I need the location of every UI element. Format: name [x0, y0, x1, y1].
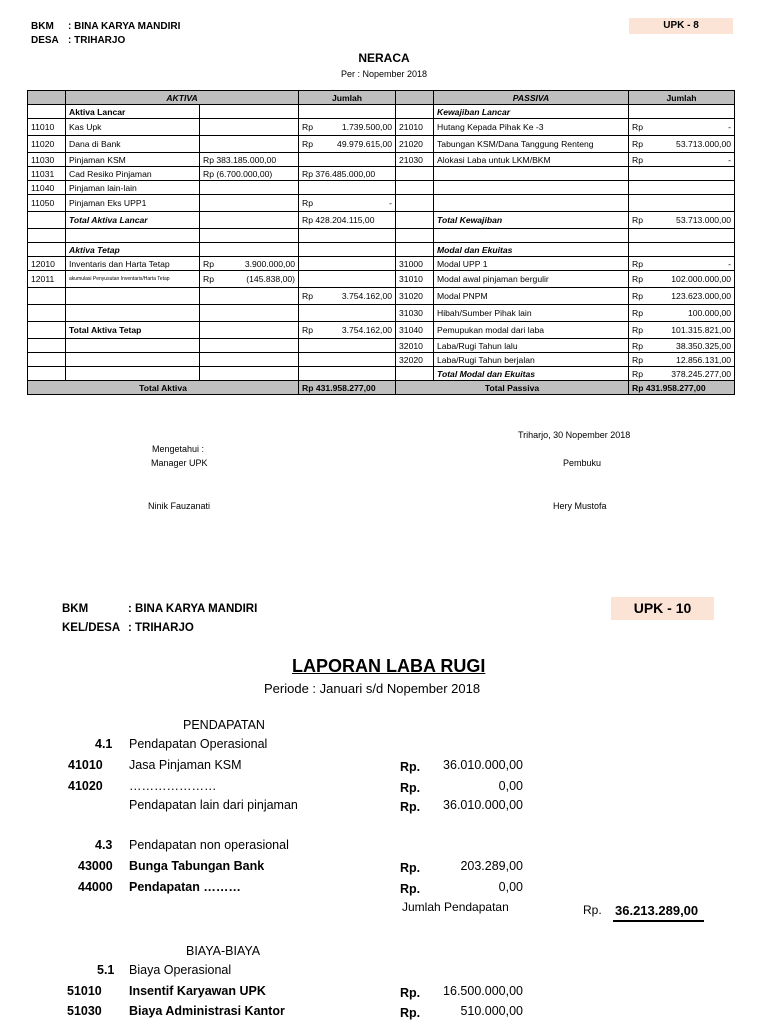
- aktiva-amount: [299, 181, 396, 195]
- aktiva-name: [66, 353, 200, 367]
- neraca-row: [28, 271, 735, 288]
- neraca-row: [28, 322, 735, 339]
- passiva-name: Modal UPP 1: [434, 257, 629, 271]
- passiva-amount: [629, 271, 735, 288]
- aktiva-code: 11030: [28, 153, 66, 167]
- aktiva-sub: [200, 257, 299, 271]
- rp-label: Rp: [302, 139, 314, 149]
- r43000-code: 43000: [78, 859, 113, 873]
- aktiva-name: [66, 305, 200, 322]
- aktiva-code: 12011: [28, 271, 66, 288]
- lr-bkm-value: : BINA KARYA MANDIRI: [128, 603, 258, 615]
- passiva-name: Alokasi Laba untuk LKM/BKM: [434, 153, 629, 167]
- aktiva-amount: [299, 367, 396, 381]
- passiva-amount-text: -: [728, 122, 732, 132]
- passiva-code: [396, 367, 434, 381]
- passiva-amount-text: 53.713.000,00: [676, 139, 732, 149]
- aktiva-code: [28, 305, 66, 322]
- passiva-name: Modal PNPM: [434, 288, 629, 305]
- rp-label: Rp: [632, 340, 644, 351]
- aktiva-amount: [299, 153, 396, 167]
- aktiva-name: [66, 367, 200, 381]
- passiva-name: Hutang Kepada Pihak Ke -3: [434, 119, 629, 136]
- passiva-amount: [629, 257, 735, 271]
- rp-label: Rp: [632, 308, 644, 318]
- aktiva-amount: Rp 376.485.000,00: [299, 167, 396, 181]
- rp-label: Rp: [302, 122, 314, 132]
- aktiva-name: Aktiva Tetap: [66, 243, 200, 257]
- passiva-amount-text: 101.315.821,00: [671, 325, 732, 335]
- g51-no: 5.1: [97, 963, 115, 977]
- total-passiva-value: Rp 431.958.277,00: [629, 381, 735, 395]
- passiva-amount: [629, 153, 735, 167]
- aktiva-name: Aktiva Lancar: [66, 105, 200, 119]
- aktiva-sub: Rp (6.700.000,00): [200, 167, 299, 181]
- r44000-code: 44000: [78, 880, 113, 894]
- aktiva-sub: [200, 229, 299, 243]
- aktiva-amount: [299, 305, 396, 322]
- total-passiva-label: Total Passiva: [396, 381, 629, 395]
- passiva-name: Tabungan KSM/Dana Tanggung Renteng: [434, 136, 629, 153]
- aktiva-code: [28, 229, 66, 243]
- g51-label: Biaya Operasional: [129, 963, 232, 977]
- aktiva-code: [28, 353, 66, 367]
- r44000-rp: Rp.: [400, 882, 421, 896]
- aktiva-code: 11020: [28, 136, 66, 153]
- aktiva-name: [66, 229, 200, 243]
- passiva-amount-text: 53.713.000,00: [676, 215, 732, 225]
- aktiva-amount: [299, 353, 396, 367]
- r41010-rp: Rp.: [400, 760, 421, 774]
- neraca-row: [28, 153, 735, 167]
- r51030-value: 510.000,00: [460, 1004, 523, 1018]
- r51010-code: 51010: [67, 984, 102, 998]
- pembuku-label: Pembuku: [563, 458, 602, 468]
- passiva-name: Hibah/Sumber Pihak lain: [434, 305, 629, 322]
- passiva-amount-text: 100.000,00: [688, 308, 732, 318]
- aktiva-sub: [200, 181, 299, 195]
- passiva-code: 31000: [396, 257, 434, 271]
- aktiva-amount: [299, 288, 396, 305]
- neraca-title: NERACA: [358, 51, 410, 65]
- passiva-amount: [629, 339, 735, 353]
- aktiva-name: Kas Upk: [66, 119, 200, 136]
- rp-label: Rp: [632, 325, 644, 335]
- passiva-code: [396, 105, 434, 119]
- aktiva-amount: [299, 119, 396, 136]
- jumlah-pendapatan-label: Jumlah Pendapatan: [402, 900, 509, 914]
- passiva-code: [396, 243, 434, 257]
- aktiva-sub: [200, 195, 299, 212]
- passiva-code: [396, 181, 434, 195]
- aktiva-code: 11050: [28, 195, 66, 212]
- rp-label: Rp: [632, 291, 644, 301]
- aktiva-sub: [200, 243, 299, 257]
- jumlah-header-left: Jumlah: [299, 91, 396, 105]
- neraca-row: [28, 353, 735, 367]
- r41020-code: 41020: [68, 779, 103, 793]
- aktiva-sub: [200, 105, 299, 119]
- aktiva-code: [28, 367, 66, 381]
- rp-label: Rp: [203, 274, 214, 284]
- aktiva-sub: [200, 339, 299, 353]
- jumlah-header-right: Jumlah: [629, 91, 735, 105]
- r51010-label: Insentif Karyawan UPK: [129, 984, 266, 998]
- rp-label: Rp: [632, 154, 644, 165]
- r41010-code: 41010: [68, 758, 103, 772]
- passiva-amount: [629, 212, 735, 229]
- neraca-desa-label: DESA: [31, 35, 59, 46]
- neraca-row: [28, 167, 735, 181]
- passiva-name: Total Modal dan Ekuitas: [434, 367, 629, 381]
- rp-label: Rp: [632, 258, 644, 269]
- aktiva-name: Pinjaman lain-lain: [66, 181, 200, 195]
- aktiva-amount: [299, 322, 396, 339]
- passiva-amount: [629, 119, 735, 136]
- total-aktiva-value: Rp 431.958.277,00: [299, 381, 396, 395]
- aktiva-name: Pinjaman Eks UPP1: [66, 195, 200, 212]
- jumlah-rp: Rp.: [583, 903, 602, 917]
- aktiva-sub: [200, 288, 299, 305]
- r41010-label: Jasa Pinjaman KSM: [129, 758, 242, 772]
- biaya-heading: BIAYA-BIAYA: [186, 944, 261, 958]
- passiva-code: 21020: [396, 136, 434, 153]
- jumlah-pendapatan-value: 36.213.289,00: [613, 903, 704, 922]
- aktiva-code: [28, 288, 66, 305]
- aktiva-amount-text: -: [389, 198, 393, 208]
- passiva-amount: [629, 181, 735, 195]
- passiva-code: 21010: [396, 119, 434, 136]
- aktiva-sub: [200, 271, 299, 288]
- passiva-amount: [629, 367, 735, 381]
- passiva-code: 31030: [396, 305, 434, 322]
- passiva-code: 31040: [396, 322, 434, 339]
- r51010-value: 16.500.000,00: [443, 984, 523, 998]
- passiva-name: [434, 195, 629, 212]
- lr-bkm-label: BKM: [62, 603, 89, 615]
- passiva-amount-text: 102.000.000,00: [671, 274, 732, 284]
- aktiva-sub-text: (145.838,00): [246, 274, 296, 284]
- rp-label: Rp: [203, 258, 214, 269]
- passiva-code: [396, 212, 434, 229]
- aktiva-sub: Rp 383.185.000,00: [200, 153, 299, 167]
- rp-label: Rp: [632, 354, 644, 365]
- neraca-bkm-label: BKM: [31, 21, 54, 32]
- aktiva-code: [28, 322, 66, 339]
- r51030-code: 51030: [67, 1004, 102, 1018]
- sub-value: 36.010.000,00: [443, 798, 523, 812]
- neraca-row: [28, 119, 735, 136]
- passiva-amount-text: -: [728, 258, 732, 269]
- passiva-name: [434, 167, 629, 181]
- r51030-rp: Rp.: [400, 1006, 421, 1020]
- neraca-row: [28, 212, 735, 229]
- aktiva-sub: [200, 367, 299, 381]
- passiva-code: [396, 229, 434, 243]
- sub-label: Pendapatan lain dari pinjaman: [129, 798, 298, 812]
- r51030-label: Biaya Administrasi Kantor: [129, 1004, 285, 1018]
- passiva-code: 31010: [396, 271, 434, 288]
- passiva-amount: [629, 229, 735, 243]
- passiva-amount-text: 38.350.325,00: [676, 340, 732, 351]
- r43000-label: Bunga Tabungan Bank: [129, 859, 265, 873]
- neraca-row: [28, 257, 735, 271]
- neraca-row: [28, 288, 735, 305]
- passiva-header: PASSIVA: [434, 91, 629, 105]
- manager-name: Ninik Fauzanati: [148, 501, 211, 511]
- aktiva-header: AKTIVA: [66, 91, 299, 105]
- rp-label: Rp: [632, 274, 644, 284]
- passiva-name: [434, 229, 629, 243]
- g43-label: Pendapatan non operasional: [129, 838, 289, 852]
- aktiva-sub: [200, 212, 299, 229]
- r44000-value: 0,00: [498, 880, 523, 894]
- mengetahui-label: Mengetahui :: [152, 444, 205, 454]
- aktiva-code: [28, 339, 66, 353]
- passiva-name: Modal awal pinjaman bergulir: [434, 271, 629, 288]
- pembuku-name: Hery Mustofa: [553, 501, 607, 511]
- lr-desa-value: : TRIHARJO: [128, 622, 194, 634]
- passiva-code: 32020: [396, 353, 434, 367]
- neraca-row: [28, 229, 735, 243]
- aktiva-code: 12010: [28, 257, 66, 271]
- aktiva-amount: [299, 257, 396, 271]
- passiva-amount-text: 123.623.000,00: [671, 291, 732, 301]
- rp-label: Rp: [632, 139, 644, 149]
- aktiva-sub: [200, 136, 299, 153]
- aktiva-code: [28, 212, 66, 229]
- sub-rp: Rp.: [400, 800, 421, 814]
- aktiva-name: akumulasi Penyusutan Inventaris/Harta Tetap: [66, 271, 200, 288]
- neraca-table: [27, 90, 735, 395]
- aktiva-amount: [299, 339, 396, 353]
- neraca-row: [28, 367, 735, 381]
- aktiva-code: [28, 105, 66, 119]
- g41-no: 4.1: [95, 737, 113, 751]
- aktiva-code: 11040: [28, 181, 66, 195]
- aktiva-sub: [200, 353, 299, 367]
- aktiva-code: [28, 243, 66, 257]
- r41020-label: …………………: [129, 779, 217, 793]
- neraca-row: [28, 243, 735, 257]
- neraca-row: [28, 105, 735, 119]
- aktiva-amount: [299, 243, 396, 257]
- passiva-name: Laba/Rugi Tahun lalu: [434, 339, 629, 353]
- aktiva-amount-text: 3.754.162,00: [341, 325, 393, 335]
- aktiva-name: Pinjaman KSM: [66, 153, 200, 167]
- r43000-value: 203.289,00: [460, 859, 523, 873]
- rp-label: Rp: [302, 325, 314, 335]
- passiva-name: Total Kewajiban: [434, 212, 629, 229]
- passiva-amount: [629, 195, 735, 212]
- passiva-amount: [629, 353, 735, 367]
- neraca-row: [28, 136, 735, 153]
- aktiva-amount: [299, 271, 396, 288]
- passiva-code: 21030: [396, 153, 434, 167]
- rp-label: Rp: [632, 122, 644, 132]
- r41020-value: 0,00: [498, 779, 523, 793]
- aktiva-code: 11031: [28, 167, 66, 181]
- passiva-name: Pemupukan modal dari laba: [434, 322, 629, 339]
- lr-title: LAPORAN LABA RUGI: [292, 656, 486, 676]
- aktiva-amount-text: 49.979.615,00: [337, 139, 393, 149]
- r43000-rp: Rp.: [400, 861, 421, 875]
- aktiva-sub: [200, 305, 299, 322]
- passiva-name: Kewajiban Lancar: [434, 105, 629, 119]
- passiva-amount-text: 378.245.277,00: [671, 368, 732, 379]
- passiva-amount: [629, 105, 735, 119]
- pendapatan-heading: PENDAPATAN: [183, 718, 265, 732]
- neraca-row: [28, 195, 735, 212]
- passiva-code: [396, 167, 434, 181]
- aktiva-code: 11010: [28, 119, 66, 136]
- rp-label: Rp: [302, 198, 314, 208]
- aktiva-amount-text: 3.754.162,00: [341, 291, 393, 301]
- aktiva-name: [66, 339, 200, 353]
- passiva-amount-text: -: [728, 154, 732, 165]
- neraca-bkm-value: : BINA KARYA MANDIRI: [68, 21, 181, 32]
- aktiva-name: Total Aktiva Tetap: [66, 322, 200, 339]
- aktiva-amount: Rp 428.204.115,00: [299, 212, 396, 229]
- rp-label: Rp: [302, 291, 314, 301]
- passiva-name: [434, 181, 629, 195]
- aktiva-sub-text: 3.900.000,00: [244, 258, 296, 269]
- aktiva-name: Total Aktiva Lancar: [66, 212, 200, 229]
- passiva-amount: [629, 136, 735, 153]
- aktiva-name: [66, 288, 200, 305]
- passiva-code: [396, 195, 434, 212]
- aktiva-name: Cad Resiko Pinjaman: [66, 167, 200, 181]
- lr-upk-badge: UPK - 10: [611, 597, 714, 620]
- manager-label: Manager UPK: [151, 458, 208, 468]
- passiva-amount: [629, 288, 735, 305]
- rp-label: Rp: [632, 215, 644, 225]
- neraca-row: [28, 339, 735, 353]
- lr-period: Periode : Januari s/d Nopember 2018: [264, 681, 481, 696]
- neraca-period: Per : Nopember 2018: [340, 69, 428, 79]
- aktiva-amount-text: 1.739.500,00: [341, 122, 393, 132]
- aktiva-sub: [200, 322, 299, 339]
- passiva-amount: [629, 167, 735, 181]
- aktiva-amount: [299, 195, 396, 212]
- aktiva-name: Inventaris dan Harta Tetap: [66, 257, 200, 271]
- passiva-amount: [629, 243, 735, 257]
- neraca-row: [28, 181, 735, 195]
- g41-label: Pendapatan Operasional: [129, 737, 268, 751]
- lr-desa-label: KEL/DESA: [62, 622, 121, 634]
- aktiva-amount: [299, 105, 396, 119]
- passiva-code: 31020: [396, 288, 434, 305]
- passiva-name: Modal dan Ekuitas: [434, 243, 629, 257]
- passiva-amount: [629, 305, 735, 322]
- r41010-value: 36.010.000,00: [443, 758, 523, 772]
- aktiva-sub: [200, 119, 299, 136]
- total-aktiva-label: Total Aktiva: [28, 381, 299, 395]
- neraca-desa-value: : TRIHARJO: [68, 35, 126, 46]
- g43-no: 4.3: [95, 838, 113, 852]
- r44000-label: Pendapatan ………: [129, 880, 241, 894]
- r51010-rp: Rp.: [400, 986, 421, 1000]
- rp-label: Rp: [632, 368, 644, 379]
- passiva-amount: [629, 322, 735, 339]
- aktiva-name: Dana di Bank: [66, 136, 200, 153]
- place-date: Triharjo, 30 Nopember 2018: [518, 430, 631, 440]
- neraca-row: [28, 305, 735, 322]
- passiva-amount-text: 12.856.131,00: [676, 354, 732, 365]
- neraca-upk-badge: UPK - 8: [629, 18, 733, 34]
- r41020-rp: Rp.: [400, 781, 421, 795]
- aktiva-amount: [299, 136, 396, 153]
- aktiva-amount: [299, 229, 396, 243]
- passiva-name: Laba/Rugi Tahun berjalan: [434, 353, 629, 367]
- passiva-code: 32010: [396, 339, 434, 353]
